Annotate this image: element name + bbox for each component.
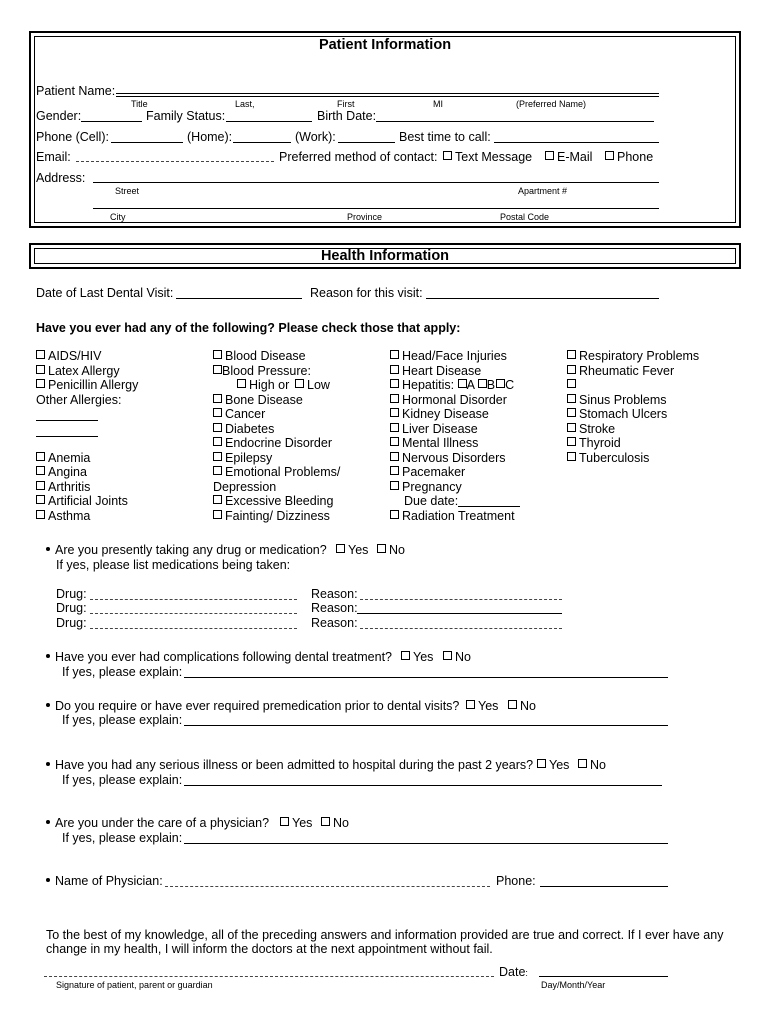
condition-label: Thyroid: [579, 436, 621, 450]
hepatitis-b-checkbox[interactable]: [478, 379, 487, 388]
checkbox-icon[interactable]: [545, 151, 554, 160]
checkbox-icon[interactable]: [390, 466, 399, 475]
illness-no-option[interactable]: [578, 758, 606, 773]
condition-arthritis[interactable]: [36, 480, 90, 495]
condition-label: Cancer: [225, 407, 266, 421]
bullet-icon: [46, 878, 50, 882]
condition-label: Latex Allergy: [48, 364, 120, 378]
checkbox-icon[interactable]: [567, 379, 576, 388]
physician-explain-field[interactable]: [184, 843, 668, 844]
phone-work-label: (Work):: [295, 130, 336, 144]
question-physician-text: Are you under the care of a physician?: [55, 816, 270, 830]
checkbox-icon[interactable]: [213, 394, 222, 403]
contact-text-message-option[interactable]: [443, 150, 532, 165]
condition-heart-disease[interactable]: [390, 364, 481, 379]
condition-label: Respiratory Problems: [579, 349, 700, 363]
phone-work-field[interactable]: [338, 142, 395, 143]
hepatitis-a-checkbox[interactable]: [458, 379, 467, 388]
question-premed: [46, 699, 459, 714]
checkbox-icon[interactable]: [605, 151, 614, 160]
condition-hepatitis[interactable]: [390, 378, 514, 393]
yes-label: Yes: [292, 816, 313, 830]
checkbox-icon[interactable]: [213, 350, 222, 359]
condition-label: Sinus Problems: [579, 393, 667, 407]
checkbox-icon[interactable]: [390, 437, 399, 446]
checkbox-icon[interactable]: [390, 481, 399, 490]
premed-explain-label: If yes, please explain:: [62, 713, 183, 727]
birth-date-field[interactable]: [376, 121, 654, 122]
condition-label: Pregnancy: [402, 480, 462, 494]
condition-kidney[interactable]: [390, 407, 489, 422]
condition-tuberculosis[interactable]: [567, 451, 649, 466]
date-format-sublabel: Day/Month/Year: [541, 980, 606, 990]
condition-sinus[interactable]: [567, 393, 667, 408]
condition-label: Bone Disease: [225, 393, 303, 407]
name-sublabel-last: Last,: [235, 99, 255, 109]
premed-yes-option[interactable]: [466, 699, 498, 714]
condition-label: Stomach Ulcers: [579, 407, 668, 421]
checkbox-icon[interactable]: [508, 700, 517, 709]
condition-bone-disease[interactable]: [213, 393, 303, 408]
checkbox-icon[interactable]: [213, 408, 222, 417]
contact-option-label: Phone: [617, 150, 654, 164]
condition-label: Radiation Treatment: [402, 509, 515, 523]
question-physician-name: [46, 874, 163, 889]
family-status-field[interactable]: [226, 121, 312, 122]
condition-label: Anemia: [48, 451, 91, 465]
drug-field-3[interactable]: [90, 628, 297, 629]
illness-explain-field[interactable]: [184, 785, 662, 786]
date-label-text: Date: [499, 965, 526, 979]
condition-head-injuries[interactable]: [390, 349, 507, 364]
condition-label: Penicillin Allergy: [48, 378, 139, 392]
checkbox-icon[interactable]: [213, 495, 222, 504]
preferred-contact-label: Preferred method of contact:: [279, 150, 438, 164]
condition-pacemaker[interactable]: [390, 465, 465, 480]
best-time-label: Best time to call:: [399, 130, 491, 144]
bullet-icon: [46, 654, 50, 658]
name-sublabel-title: Title: [131, 99, 148, 109]
checkbox-icon[interactable]: [213, 452, 222, 461]
contact-option-label: E-Mail: [557, 150, 593, 164]
checkbox-icon[interactable]: [567, 408, 576, 417]
last-visit-field[interactable]: [176, 298, 302, 299]
condition-label: Stroke: [579, 422, 616, 436]
condition-penicillin[interactable]: [36, 378, 138, 393]
condition-blank-option[interactable]: [567, 378, 579, 393]
date-field[interactable]: [539, 976, 668, 977]
checkbox-icon[interactable]: [36, 481, 45, 490]
condition-label: Rheumatic Fever: [579, 364, 675, 378]
due-date-label: Due date:: [404, 494, 459, 508]
condition-label: Hormonal Disorder: [402, 393, 507, 407]
other-allergies-label: Other Allergies:: [36, 393, 122, 407]
drug-list-instruction: If yes, please list medications being taken:: [56, 558, 291, 572]
condition-label: Angina: [48, 465, 87, 479]
question-physician: [46, 816, 269, 831]
phone-cell-field[interactable]: [111, 142, 183, 143]
question-complications-text: Have you ever had complications following dental treatment?: [55, 650, 392, 664]
condition-epilepsy[interactable]: [213, 451, 272, 466]
condition-label: Mental Illness: [402, 436, 479, 450]
checkbox-icon[interactable]: [567, 423, 576, 432]
checkbox-icon[interactable]: [321, 817, 330, 826]
condition-emotional[interactable]: [213, 465, 340, 480]
condition-label: Tuberculosis: [579, 451, 650, 465]
due-date-field[interactable]: [458, 506, 520, 507]
condition-aids[interactable]: [36, 349, 102, 364]
condition-pregnancy[interactable]: [390, 480, 462, 495]
complications-no-option[interactable]: [443, 650, 471, 665]
yes-label: Yes: [413, 650, 434, 664]
illness-explain-label: If yes, please explain:: [62, 773, 183, 787]
checkbox-icon[interactable]: [466, 700, 475, 709]
question-illness: [46, 758, 533, 773]
bullet-icon: [46, 703, 50, 707]
condition-label: Epilepsy: [225, 451, 273, 465]
checkbox-icon[interactable]: [377, 544, 386, 553]
physician-phone-label: Phone:: [496, 874, 536, 888]
complications-explain-label: If yes, please explain:: [62, 665, 183, 679]
patient-info-section: [29, 31, 741, 228]
name-sublabel-mi: MI: [433, 99, 443, 109]
premed-explain-field[interactable]: [184, 725, 668, 726]
checkbox-icon[interactable]: [237, 379, 246, 388]
condition-endocrine[interactable]: [213, 436, 332, 451]
checkbox-icon[interactable]: [36, 452, 45, 461]
drug-yes-option[interactable]: [336, 543, 368, 558]
question-illness-text: Have you had any serious illness or been admitted to hospital during the past 2 years?: [55, 758, 534, 772]
checkbox-icon[interactable]: [36, 495, 45, 504]
physician-name-label: Name of Physician:: [55, 874, 163, 888]
reason-field-2[interactable]: [357, 613, 562, 614]
condition-label: Nervous Disorders: [402, 451, 506, 465]
apartment-sublabel: Apartment #: [518, 186, 568, 196]
checkbox-icon[interactable]: [213, 365, 222, 374]
no-label: No: [520, 699, 536, 713]
condition-label: Arthritis: [48, 480, 91, 494]
patient-info-title: Patient Information: [318, 37, 452, 53]
checkbox-icon[interactable]: [578, 759, 587, 768]
high-label: High or: [249, 378, 290, 392]
blood-pressure-high-option[interactable]: [237, 378, 289, 393]
condition-latex[interactable]: [36, 364, 120, 379]
contact-option-label: Text Message: [455, 150, 533, 164]
checkbox-icon[interactable]: [213, 423, 222, 432]
condition-respiratory[interactable]: [567, 349, 699, 364]
condition-mental-illness[interactable]: [390, 436, 478, 451]
condition-label: Asthma: [48, 509, 91, 523]
checkbox-icon[interactable]: [443, 151, 452, 160]
hepatitis-a-label: A: [466, 378, 475, 392]
blood-pressure-low-option[interactable]: [295, 378, 330, 393]
patient-name-label: Patient Name:: [36, 84, 116, 98]
checkbox-icon[interactable]: [36, 350, 45, 359]
reason-visit-label: Reason for this visit:: [310, 286, 423, 300]
no-label: No: [333, 816, 349, 830]
checkbox-icon[interactable]: [36, 466, 45, 475]
condition-thyroid[interactable]: [567, 436, 621, 451]
other-allergies-field-2[interactable]: [36, 436, 98, 437]
reason-visit-field[interactable]: [426, 298, 659, 299]
other-allergies-field-1[interactable]: [36, 420, 98, 421]
condition-depression-label: Depression: [213, 480, 277, 494]
phone-cell-label: Phone (Cell):: [36, 130, 109, 144]
checkbox-icon[interactable]: [567, 365, 576, 374]
family-status-label: Family Status:: [146, 109, 226, 123]
condition-label: Fainting/ Dizziness: [225, 509, 330, 523]
physician-yes-option[interactable]: [280, 816, 312, 831]
low-label: Low: [307, 378, 330, 392]
checkbox-icon[interactable]: [567, 437, 576, 446]
condition-label: Blood Pressure:: [222, 364, 311, 378]
question-drug: [46, 543, 327, 558]
reason-field-1[interactable]: [360, 599, 562, 600]
yes-label: Yes: [549, 758, 570, 772]
health-info-title: Health Information: [320, 248, 450, 264]
complications-explain-field[interactable]: [184, 677, 668, 678]
date-label: Date:: [499, 965, 528, 979]
drug-label-1: Drug:: [56, 587, 87, 601]
drug-label-2: Drug:: [56, 601, 87, 615]
checkbox-icon[interactable]: [36, 365, 45, 374]
condition-cancer[interactable]: [213, 407, 265, 422]
city-province-field[interactable]: [93, 208, 659, 209]
condition-diabetes[interactable]: [213, 422, 274, 437]
checkbox-icon[interactable]: [213, 466, 222, 475]
condition-stroke[interactable]: [567, 422, 615, 437]
drug-label-3: Drug:: [56, 616, 87, 630]
physician-no-option[interactable]: [321, 816, 349, 831]
drug-no-option[interactable]: [377, 543, 405, 558]
declaration-line-1: To the best of my knowledge, all of the preceding answers and information provided are true and correct. If I ever have any: [46, 928, 724, 942]
condition-label: Endocrine Disorder: [225, 436, 332, 450]
gender-field[interactable]: [81, 121, 142, 122]
condition-asthma[interactable]: [36, 509, 90, 524]
reason-label-1: Reason:: [311, 587, 358, 601]
physician-name-field[interactable]: [165, 886, 490, 887]
contact-email-option[interactable]: [545, 150, 592, 165]
hepatitis-c-label: C: [505, 378, 515, 392]
hepatitis-c-checkbox[interactable]: [496, 379, 505, 388]
checkbox-icon[interactable]: [390, 423, 399, 432]
condition-blood-pressure[interactable]: [213, 364, 311, 379]
checkbox-icon[interactable]: [390, 510, 399, 519]
checkbox-icon[interactable]: [537, 759, 546, 768]
hepatitis-b-label: B: [486, 378, 496, 392]
patient-name-field-underline: [116, 96, 659, 97]
condition-angina[interactable]: [36, 465, 87, 480]
name-sublabel-first: First: [337, 99, 355, 109]
question-complications: [46, 650, 392, 665]
name-sublabel-preferred: (Preferred Name): [516, 99, 587, 109]
condition-blood-disease[interactable]: [213, 349, 306, 364]
contact-phone-option[interactable]: [605, 150, 653, 165]
condition-liver[interactable]: [390, 422, 478, 437]
condition-label: Blood Disease: [225, 349, 306, 363]
reason-label-3: Reason:: [311, 616, 358, 630]
checkbox-icon[interactable]: [390, 408, 399, 417]
phone-home-label: (Home):: [187, 130, 233, 144]
bullet-icon: [46, 762, 50, 766]
patient-name-field[interactable]: [116, 93, 659, 94]
condition-label: Kidney Disease: [402, 407, 489, 421]
province-sublabel: Province: [347, 212, 383, 222]
checkbox-icon[interactable]: [443, 651, 452, 660]
bullet-icon: [46, 547, 50, 551]
checklist-heading: Have you ever had any of the following? Please check those that apply:: [36, 321, 461, 335]
hepatitis-label: Hepatitis:: [402, 378, 455, 392]
checkbox-icon[interactable]: [336, 544, 345, 553]
last-visit-label: Date of Last Dental Visit:: [36, 286, 174, 300]
checkbox-icon[interactable]: [280, 817, 289, 826]
email-label: Email:: [36, 150, 71, 164]
yes-label: Yes: [348, 543, 369, 557]
gender-label: Gender:: [36, 109, 82, 123]
no-label: No: [590, 758, 606, 772]
checkbox-icon[interactable]: [213, 510, 222, 519]
condition-label: Excessive Bleeding: [225, 494, 334, 508]
reason-field-3[interactable]: [360, 628, 562, 629]
checkbox-icon[interactable]: [567, 394, 576, 403]
condition-label: AIDS/HIV: [48, 349, 102, 363]
checkbox-icon[interactable]: [401, 651, 410, 660]
physician-explain-label: If yes, please explain:: [62, 831, 183, 845]
question-premed-text: Do you require or have ever required premedication prior to dental visits?: [55, 699, 460, 713]
premed-no-option[interactable]: [508, 699, 536, 714]
checkbox-icon[interactable]: [36, 379, 45, 388]
patient-info-border: [34, 36, 736, 223]
condition-label: Pacemaker: [402, 465, 466, 479]
city-sublabel: City: [110, 212, 126, 222]
physician-phone-field[interactable]: [540, 886, 668, 887]
bullet-icon: [46, 820, 50, 824]
condition-hormonal[interactable]: [390, 393, 507, 408]
complications-yes-option[interactable]: [401, 650, 433, 665]
condition-stomach-ulcers[interactable]: [567, 407, 667, 422]
declaration-line-2: change in my health, I will inform the doctors at the next appointment without fail.: [46, 942, 493, 956]
street-field[interactable]: [93, 182, 659, 183]
checkbox-icon[interactable]: [567, 350, 576, 359]
checkbox-icon[interactable]: [390, 350, 399, 359]
checkbox-icon[interactable]: [213, 437, 222, 446]
checkbox-icon[interactable]: [295, 379, 304, 388]
checkbox-icon[interactable]: [390, 394, 399, 403]
condition-label: Head/Face Injuries: [402, 349, 507, 363]
illness-yes-option[interactable]: [537, 758, 569, 773]
checkbox-icon[interactable]: [390, 452, 399, 461]
checkbox-icon[interactable]: [390, 379, 399, 388]
condition-artificial-joints[interactable]: [36, 494, 128, 509]
condition-label: Liver Disease: [402, 422, 478, 436]
condition-rheumatic[interactable]: [567, 364, 674, 379]
email-field[interactable]: [76, 161, 274, 162]
condition-anemia[interactable]: [36, 451, 90, 466]
condition-radiation[interactable]: [390, 509, 515, 524]
condition-nervous[interactable]: [390, 451, 506, 466]
phone-home-field[interactable]: [233, 142, 291, 143]
no-label: No: [389, 543, 405, 557]
street-sublabel: Street: [115, 186, 140, 196]
condition-label: Diabetes: [225, 422, 275, 436]
address-label: Address:: [36, 171, 86, 185]
question-drug-text: Are you presently taking any drug or medication?: [55, 543, 327, 557]
yes-label: Yes: [478, 699, 499, 713]
condition-excessive-bleeding[interactable]: [213, 494, 333, 509]
condition-fainting[interactable]: [213, 509, 330, 524]
checkbox-icon[interactable]: [36, 510, 45, 519]
checkbox-icon[interactable]: [567, 452, 576, 461]
signature-sublabel: Signature of patient, parent or guardian: [56, 980, 213, 990]
drug-field-2[interactable]: [90, 613, 297, 614]
condition-label: Emotional Problems/: [225, 465, 341, 479]
postal-sublabel: Postal Code: [500, 212, 550, 222]
no-label: No: [455, 650, 471, 664]
checkbox-icon[interactable]: [390, 365, 399, 374]
drug-field-1[interactable]: [90, 599, 297, 600]
condition-label: Heart Disease: [402, 364, 482, 378]
signature-field[interactable]: [44, 976, 494, 977]
birth-date-label: Birth Date:: [317, 109, 377, 123]
best-time-field[interactable]: [494, 142, 659, 143]
condition-label: Artificial Joints: [48, 494, 128, 508]
reason-label-2: Reason:: [311, 601, 358, 615]
